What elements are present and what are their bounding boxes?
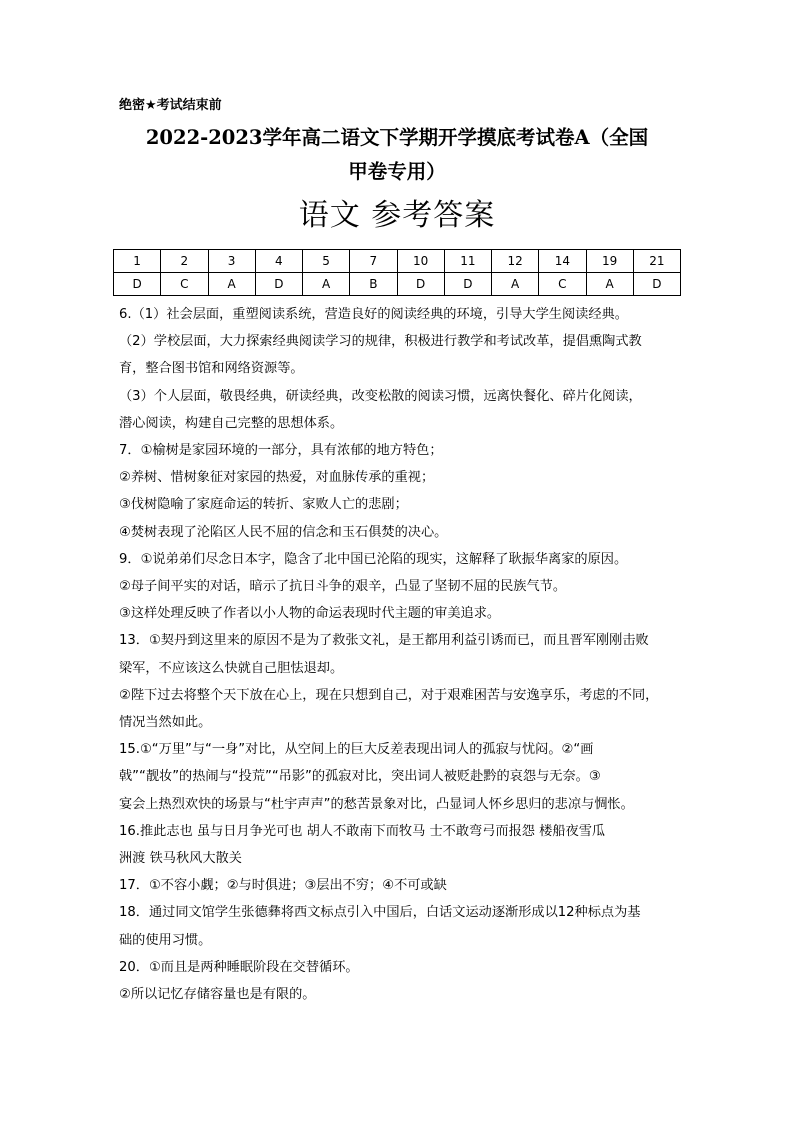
question-number-cell: 4 xyxy=(255,250,302,273)
answer-line: 9．①说弟弟们尽念日本字，隐含了北中国已沦陷的现实，这解释了耿振华离家的原因。 xyxy=(119,551,628,567)
answer-line: 15.①“万里”与“一身”对比，从空间上的巨大反差表现出词人的孤寂与忧闷。②“画 xyxy=(119,742,594,758)
answer-cell: C xyxy=(161,273,208,296)
answer-key-heading: 语文 参考答案 xyxy=(298,198,496,233)
confidential-label: 绝密★考试结束前 xyxy=(119,98,222,113)
answer-row xyxy=(114,273,681,296)
exam-title-line-2: 甲卷专用） xyxy=(348,160,446,183)
question-number-cell: 7 xyxy=(350,250,397,273)
answer-line: 20．①而且是两种睡眠阶段在交替循环。 xyxy=(119,959,359,975)
answer-line: 16.推此志也 虽与日月争光可也 胡人不敢南下而牧马 士不敢弯弓而报怨 楼船夜雪瓜 xyxy=(119,823,606,839)
answer-line: 7．①榆树是家园环境的一部分，具有浓郁的地方特色； xyxy=(119,443,443,459)
answer-line: 18．通过同文馆学生张德彝将西文标点引入中国后，白话文运动逐渐形成以12种标点为基 xyxy=(119,905,641,921)
answer-cell: D xyxy=(444,273,491,296)
question-number-cell: 19 xyxy=(586,250,633,273)
question-number-row xyxy=(114,250,681,273)
answer-line: 宴会上热烈欢快的场景与“杜宇声声”的愁苦景象对比，凸显词人怀乡思归的悲凉与惆怅。 xyxy=(119,796,634,812)
question-number-cell: 5 xyxy=(303,250,350,273)
answer-cell: A xyxy=(208,273,255,296)
answer-line: 6.（1）社会层面，重塑阅读系统，营造良好的阅读经典的环境，引导大学生阅读经典。 xyxy=(119,307,628,322)
answer-body xyxy=(119,301,684,1008)
answer-line: 育，整合图书馆和网络资源等。 xyxy=(119,361,304,377)
answer-line: 17．①不容小觑；②与时俱进；③层出不穷；④不可或缺 xyxy=(119,878,447,894)
exam-title-line-1: 2022-2023学年高二语文下学期开学摸底考试卷A（全国 xyxy=(145,126,649,149)
question-number-cell: 12 xyxy=(492,250,539,273)
question-number-cell: 3 xyxy=(208,250,255,273)
answer-line: 潜心阅读，构建自己完整的思想体系。 xyxy=(119,415,344,431)
answer-table xyxy=(113,249,681,296)
answer-line: 础的使用习惯。 xyxy=(119,932,212,948)
answer-line: ②所以记忆存储容量也是有限的。 xyxy=(119,987,316,1003)
answer-line: 梁军，不应该这么快就自己胆怯退却。 xyxy=(119,660,344,676)
question-number-cell: 14 xyxy=(539,250,586,273)
answer-cell: D xyxy=(397,273,444,296)
answer-cell: D xyxy=(114,273,161,296)
answer-cell: B xyxy=(350,273,397,296)
question-number-cell: 1 xyxy=(114,250,161,273)
answer-line: 洲渡 铁马秋风大散关 xyxy=(119,851,242,867)
answer-cell: D xyxy=(633,273,680,296)
answer-line: 戟”“靓妆”的热闹与“投荒”“吊影”的孤寂对比，突出词人被贬赴黔的哀怨与无奈。③ xyxy=(119,769,601,785)
answer-cell: A xyxy=(586,273,633,296)
answer-line: ②母子间平实的对话，暗示了抗日斗争的艰辛，凸显了坚韧不屈的民族气节。 xyxy=(119,579,567,595)
answer-line: 情况当然如此。 xyxy=(119,715,212,731)
question-number-cell: 10 xyxy=(397,250,444,273)
answer-line: （2）学校层面，大力探索经典阅读学习的规律，积极进行教学和考试改革，提倡熏陶式教 xyxy=(119,334,642,350)
answer-cell: D xyxy=(255,273,302,296)
answer-line: ②陛下过去将整个天下放在心上，现在只想到自己，对于艰难困苦与安逸享乐，考虑的不同， xyxy=(119,687,659,703)
answer-cell: A xyxy=(492,273,539,296)
answer-line: ③伐树隐喻了家庭命运的转折、家败人亡的悲剧； xyxy=(119,497,408,513)
answer-cell: C xyxy=(539,273,586,296)
answer-line: ②养树、惜树象征对家园的热爱，对血脉传承的重视； xyxy=(119,470,435,486)
answer-cell: A xyxy=(303,273,350,296)
answer-line: 13．①契丹到这里来的原因不是为了救张文礼，是王都用利益引诱而已，而且晋军刚刚击败 xyxy=(119,633,649,649)
answer-line: ④焚树表现了沦陷区人民不屈的信念和玉石俱焚的决心。 xyxy=(119,524,448,540)
question-number-cell: 2 xyxy=(161,250,208,273)
answer-line: ③这样处理反映了作者以小人物的命运表现时代主题的审美追求。 xyxy=(119,606,501,622)
answer-line: （3）个人层面，敬畏经典，研读经典，改变松散的阅读习惯，远离快餐化、碎片化阅读， xyxy=(119,388,642,404)
question-number-cell: 11 xyxy=(444,250,491,273)
question-number-cell: 21 xyxy=(633,250,680,273)
